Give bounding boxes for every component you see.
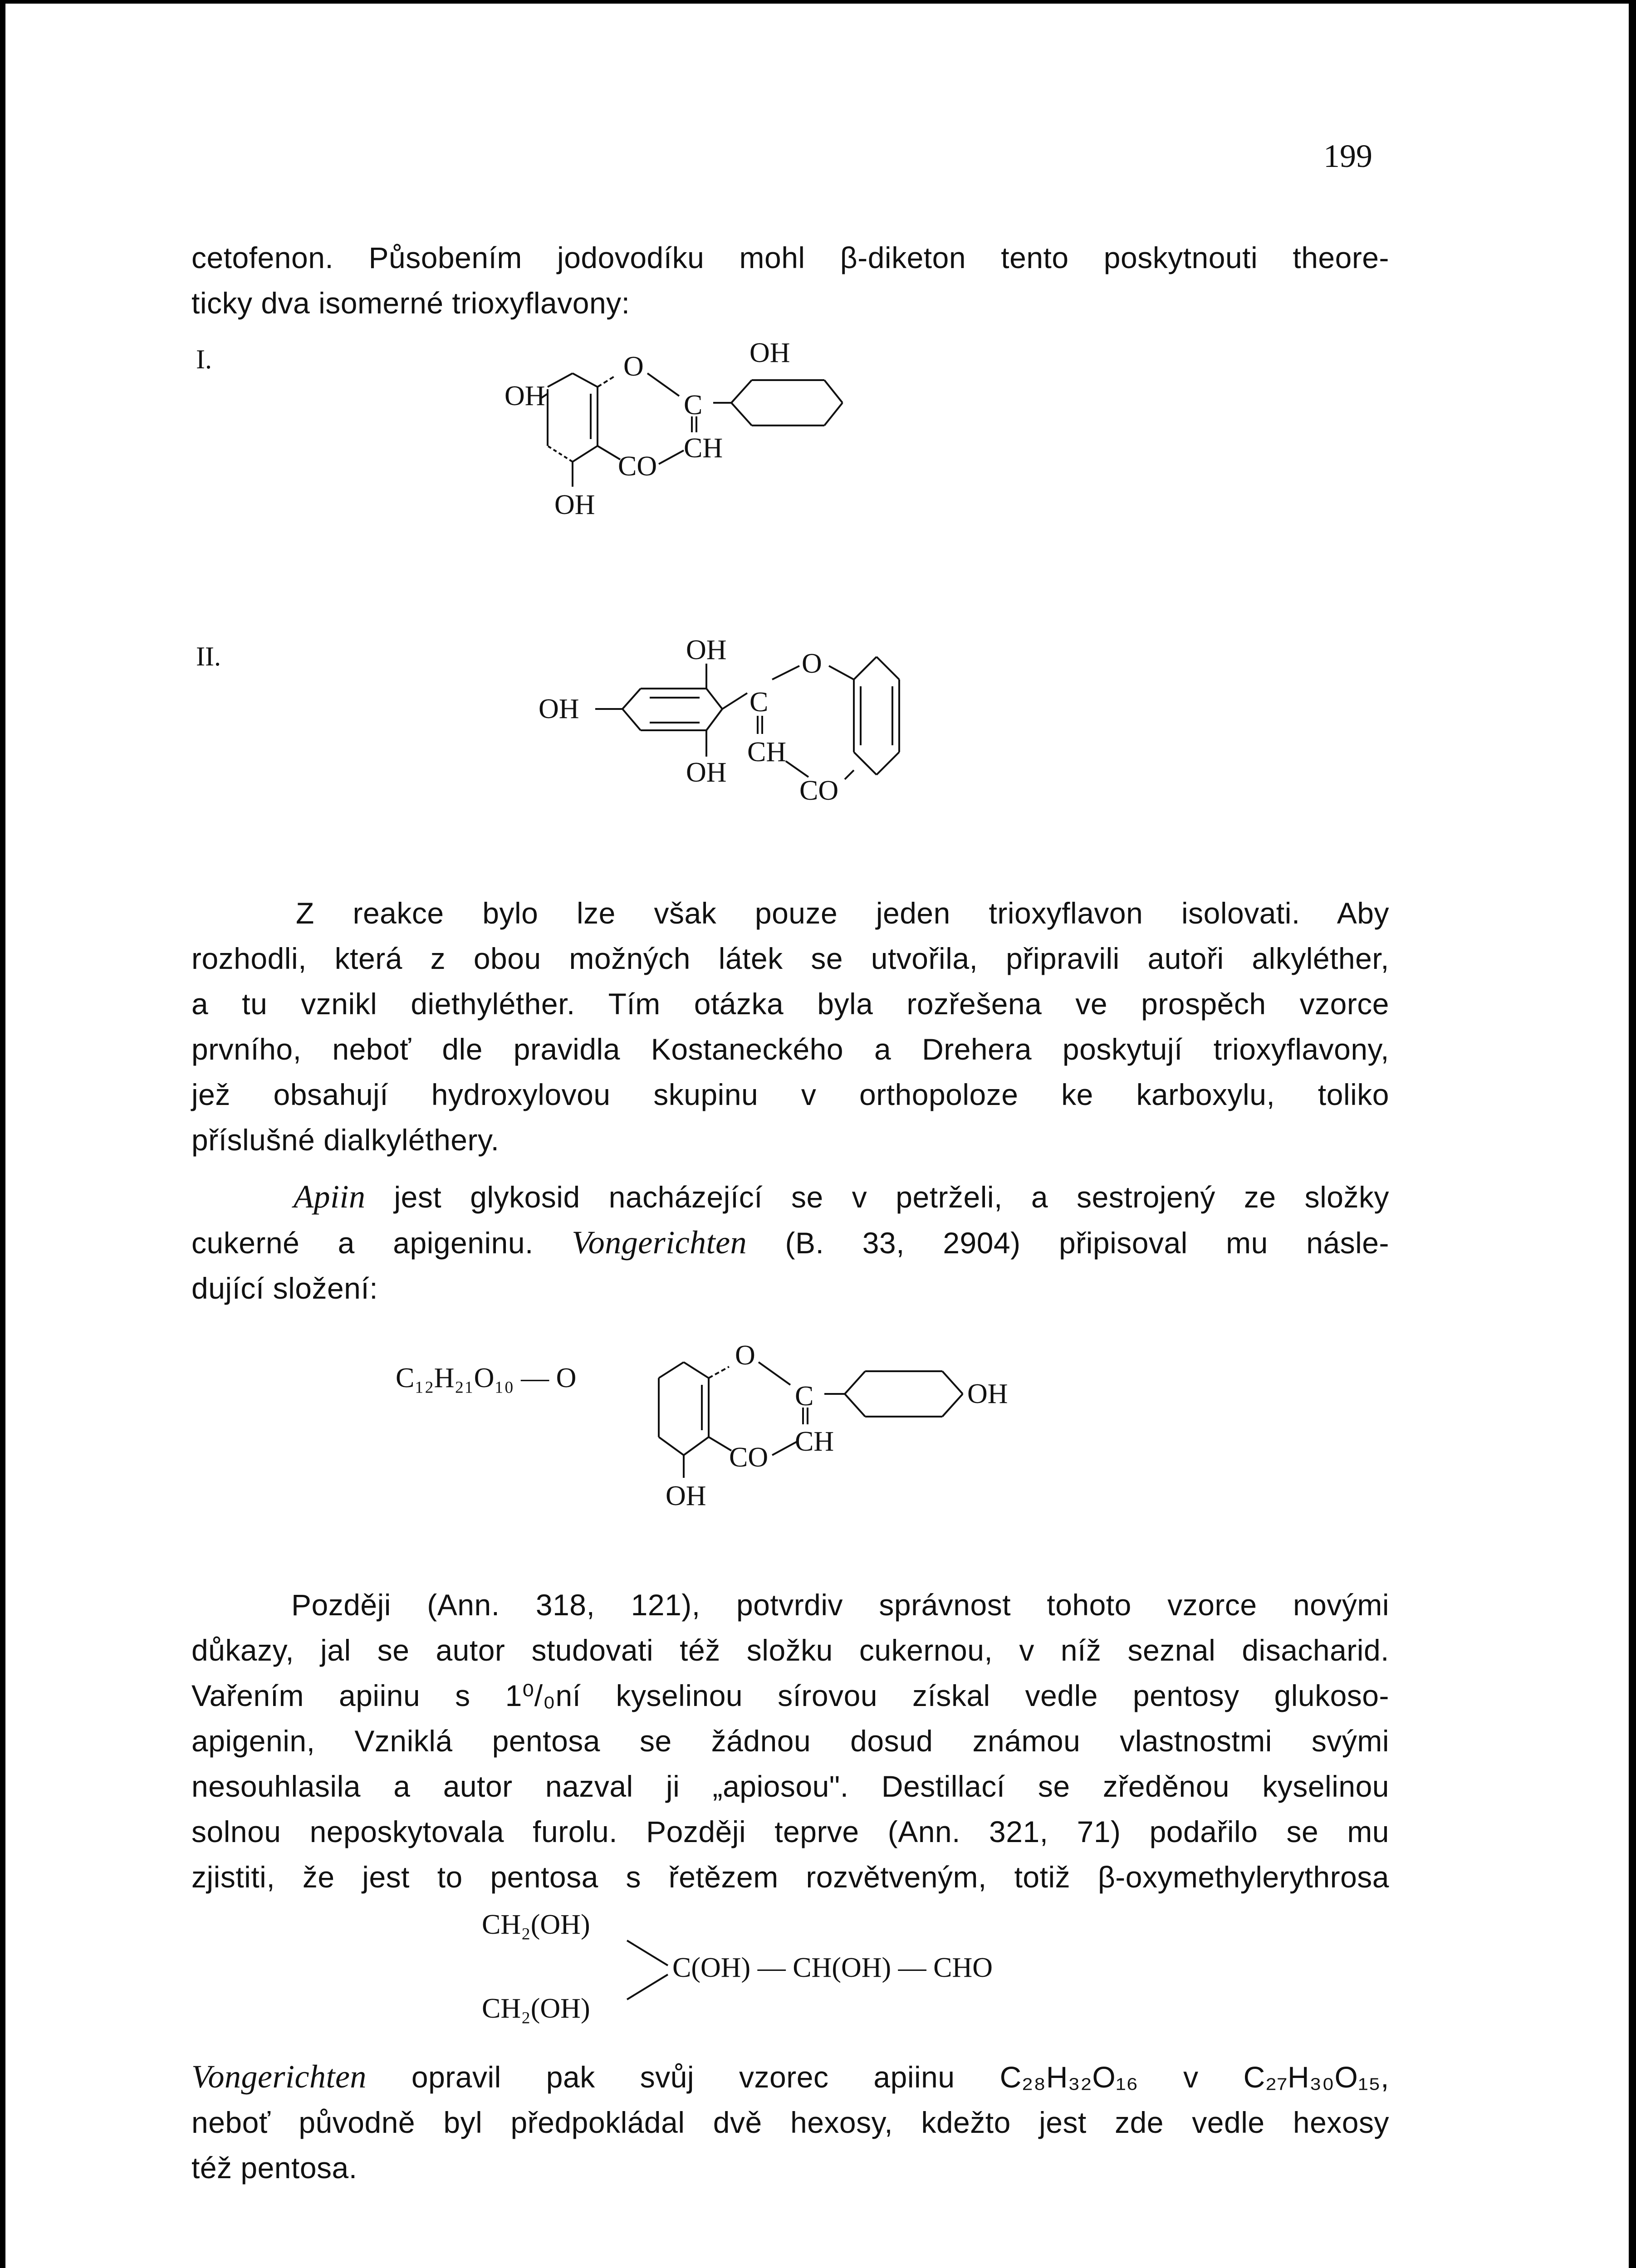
- text-line: rozhodli, která z obou možných látek se utvořila, připravili autoři alkyléther,: [191, 942, 1389, 975]
- atom-oh: OH: [749, 337, 790, 368]
- atom-oh: OH: [686, 757, 727, 788]
- atom-c: C: [749, 687, 769, 718]
- author-name: Vongerichten: [572, 1224, 747, 1261]
- text-line: [191, 1174, 1389, 1220]
- atom-oh: OH: [967, 1378, 1008, 1409]
- apiose-top: CH₂(OH): [482, 1909, 590, 1940]
- atom-o: O: [802, 648, 822, 679]
- text-line: nesouhlasila a autor nazval ji „apiosou". Destillací se zředěnou kyselinou: [191, 1769, 1389, 1803]
- atom-o: O: [735, 1340, 755, 1371]
- paragraph-reaction: [191, 890, 1389, 1163]
- atom-oh: OH: [554, 489, 595, 520]
- text-line: jež obsahují hydroxylovou skupinu v orthopoloze ke karboxylu, toliko: [191, 1078, 1389, 1111]
- formula-i-structure: [505, 330, 1094, 611]
- text-line: apigenin, Vzniklá pentosa se žádnou dosud známou vlastnostmi svými: [191, 1724, 1389, 1758]
- document-page: [5, 4, 1629, 2268]
- atom-co: CO: [729, 1442, 769, 1473]
- text-line: [191, 1220, 1389, 1266]
- apiose-branch: [622, 1931, 677, 2013]
- atom-ch: CH: [747, 737, 787, 767]
- formula-label-ii: II.: [196, 641, 221, 671]
- text-span: jest glykosid nacházející se v petrželi, a sestrojený ze složky: [365, 1180, 1389, 1214]
- text-line: cetofenon. Působením jodovodíku mohl β-diketon tento poskytnouti theore-: [191, 241, 1389, 274]
- apiin-structure: [632, 1319, 1221, 1573]
- sugar-group: C₁₂H₂₁O₁₀ — O: [396, 1363, 577, 1393]
- text-line: dující složení:: [191, 1271, 378, 1305]
- atom-oh: OH: [666, 1481, 706, 1511]
- atom-o: O: [623, 351, 644, 382]
- paragraph-later: [191, 1582, 1389, 1900]
- text-line: Později (Ann. 318, 121), potvrdiv správnost tohoto vzorce novými: [291, 1588, 1389, 1622]
- text-line: Vařením apiinu s 1⁰/₀ní kyselinou sírovou získal vedle pentosy glukoso-: [191, 1679, 1389, 1712]
- atom-ch: CH: [795, 1426, 834, 1457]
- text-line: důkazy, jal se autor studovati též složku cukernou, v níž seznal disacharid.: [191, 1633, 1389, 1667]
- text-span: opravil pak svůj vzorec apiinu C₂₈H₃₂O₁₆ v C₂₇H₃₀O₁₅,: [366, 2060, 1389, 2094]
- atom-c: C: [684, 390, 703, 420]
- text-line: zjistiti, že jest to pentosa s řetězem rozvětveným, totiž β-oxymethylerythrosa: [191, 1860, 1389, 1894]
- apiin-term: Apiin: [294, 1178, 366, 1215]
- text-line: příslušné dialkyléthery.: [191, 1123, 500, 1157]
- text-line: solnou neposkytovala furolu. Později teprve (Ann. 321, 71) podařilo se mu: [191, 1815, 1389, 1848]
- page-number: 199: [1323, 138, 1372, 174]
- text-line: [191, 2054, 1389, 2100]
- text-line: ticky dva isomerné trioxyflavony:: [191, 286, 630, 320]
- atom-oh: OH: [686, 635, 727, 665]
- atom-c: C: [795, 1381, 814, 1412]
- atom-oh: OH: [505, 381, 545, 411]
- atom-co: CO: [799, 775, 839, 806]
- author-name: Vongerichten: [191, 2058, 367, 2095]
- text-line: prvního, neboť dle pravidla Kostaneckého a Drehera poskytují trioxyflavony,: [191, 1032, 1389, 1066]
- text-line: a tu vznikl diethyléther. Tím otázka byla rozřešena ve prospěch vzorce: [191, 987, 1389, 1021]
- text-line: neboť původně byl předpokládal dvě hexosy, kdežto jest zde vedle hexosy: [191, 2106, 1389, 2139]
- atom-ch: CH: [684, 433, 723, 464]
- paragraph-correction: [191, 2054, 1389, 2190]
- text-span: cukerné a apigeninu.: [191, 1226, 572, 1260]
- atom-co: CO: [618, 451, 657, 482]
- apiose-bottom: CH₂(OH): [482, 1993, 590, 2024]
- text-line: Z reakce bylo lze však pouze jeden trioxyflavon isolovati. Aby: [296, 896, 1389, 930]
- text-span: (B. 33, 2904) připisoval mu násle-: [747, 1226, 1389, 1260]
- atom-oh: OH: [539, 694, 579, 724]
- paragraph-apiin: [191, 1174, 1389, 1311]
- apiose-chain: C(OH) — CH(OH) — CHO: [672, 1952, 993, 1983]
- text-line: též pentosa.: [191, 2151, 358, 2185]
- formula-label-i: I.: [196, 344, 212, 374]
- paragraph-intro: [191, 235, 1389, 326]
- formula-ii-structure: [527, 630, 1117, 875]
